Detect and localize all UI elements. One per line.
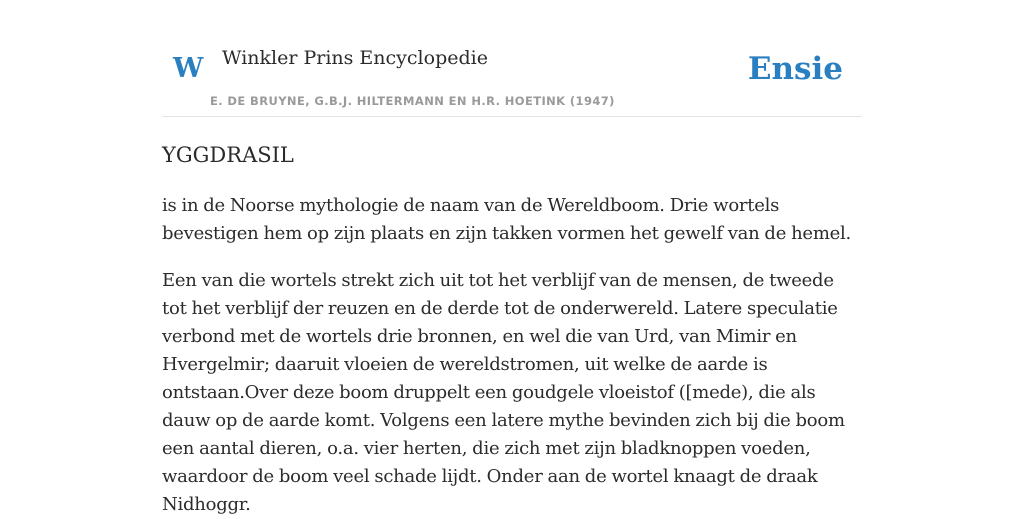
- page: [162, 0, 862, 515]
- entry-paragraph-2: Een van die wortels strekt zich uit tot het verblijf van de mensen, de tweede tot het verblijf der reuzen en de derde tot de onderwereld. Latere speculatie verbond met de wortels drie bronnen, en wel die van Urd, van Mimir en Hvergelmir; daaruit vloeien de wereldstromen, uit welke de aarde is ontstaan.Over deze boom druppelt een goudgele vloeistof ([mede), die als dauw op de aarde komt. Volgens een latere mythe bevinden zich bij die boom een aantal dieren, o.a. vier herten, die zich met zijn bladknoppen voeden, waardoor de boom veel schade lijdt. Onder aan de wortel knaagt de draak Nidhoggr.: [162, 270, 845, 515]
- entry-paragraph-1: is in de Noorse mythologie de naam van de Wereldboom. Drie wortels bevestigen hem op zijn plaats en zijn takken vormen het gewelf van de hemel.: [162, 195, 852, 244]
- source-title[interactable]: Winkler Prins Encyclopedie: [222, 47, 488, 69]
- entry-title: YGGDRASIL: [162, 143, 294, 167]
- source-header: [162, 0, 862, 117]
- source-authors: E. DE BRUYNE, G.B.J. HILTERMANN EN H.R. HOETINK (1947): [210, 94, 615, 108]
- ensie-logo[interactable]: Ensie: [747, 51, 843, 87]
- winkler-prins-logo[interactable]: W: [173, 53, 204, 84]
